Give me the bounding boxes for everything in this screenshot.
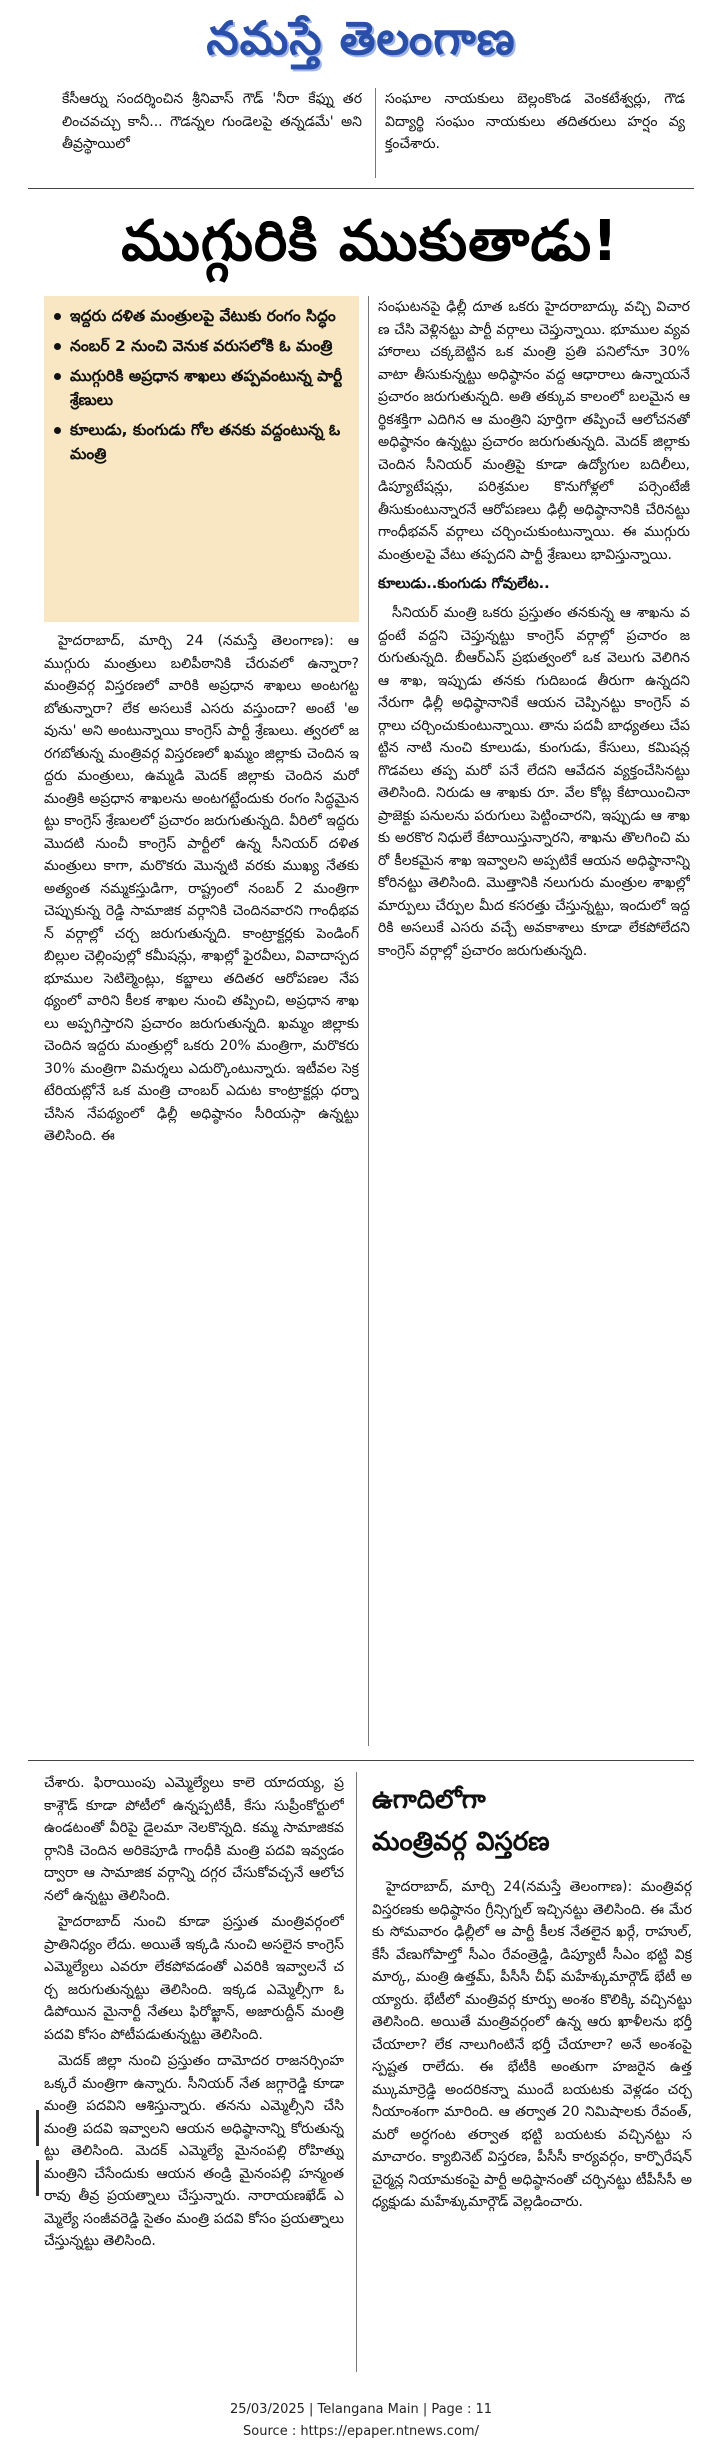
column-divider <box>375 88 376 178</box>
main-article-col1 <box>44 630 359 1745</box>
top-snippet-left-text: కేసీఆర్ను సందర్శించిన శ్రీనివాస్ గౌడ్ 'నీరా కేఫ్ను తరలించవచ్చు కానీ... గౌడన్నల గుండెలపై తన్నడమే' అని తీవ్రస్థాయిలో <box>62 91 362 152</box>
highlight-item: కూలుడు, కుంగుడు గోల తనకు వద్దంటున్న ఓ మంత్రి <box>54 418 349 466</box>
article-subhead: కూలుడు..కుంగుడు గోవులేట.. <box>378 576 550 592</box>
top-snippet-left <box>62 88 362 178</box>
highlight-item: నంబర్ 2 నుంచి వెనుక వరుసలోకి ఓ మంత్రి <box>54 334 349 358</box>
article-paragraph: మెదక్ జిల్లా నుంచి ప్రస్తుతం దామోదర రాజనర్సింహ ఒక్కరే మంత్రిగా ఉన్నారు. సీనియర్ నేత జగ్గారెడ్డి కూడా మంత్రి పదవిని ఆశిస్తున్నారు. తనను ఎమ్మెల్సీని చేసి మంత్రి పదవి ఇవ్వాలని ఆయన అధిష్ఠానాన్ని కోరుతున్నట్టు తెలిసింది. మెదక్ ఎమ్మెల్యే మైనంపల్లి రోహిత్ను మంత్రిని చేసేందుకు ఆయన తండ్రి మైనంపల్లి హన్మంతరావు తీవ్ర ప్రయత్నాలు చేస్తున్నారు. నారాయణఖేడ్ ఎమ్మెల్యే సంజీవరెడ్డి సైతం మంత్రి పదవి కోసం ప్రయత్నాలు చేస్తున్నట్టు తెలిసింది. <box>44 2053 344 2249</box>
column-divider <box>356 1772 357 2372</box>
bullet-icon <box>54 373 61 380</box>
headline: ముగ్గురికి ముకుతాడు! <box>121 209 619 274</box>
sidebar-title-line1: ఉగాదిలోగా <box>372 1785 486 1815</box>
top-snippet-right-text: సంఘాల నాయకులు బెల్లంకొండ వెంకటేశ్వర్లు, గౌడ విద్యార్థి సంఘం నాయకులు తదితరులు హర్షం వ్యక్తంచేశారు. <box>385 91 685 152</box>
article-paragraph: హైదరాబాద్, మార్చి 24(నమస్తే తెలంగాణ): మంత్రివర్గ విస్తరణకు అధిష్ఠానం గ్రీన్సిగ్నల్ ఇచ్చినట్టు తెలిసింది. ఈ మేరకు సోమవారం ఢిల్లీలో ఆ పార్టీ కీలక నేతలైన ఖర్గే, రాహుల్, కేసీ వేణుగోపాల్తో సీఎం రేవంత్రెడ్డి, డిప్యూటీ సీఎం భట్టి విక్రమార్క, మంత్రి ఉత్తమ్, పీసీసీ చీఫ్ మహేశ్కుమార్గౌడ్ భేటీ అయ్యారు. భేటీలో మంత్రివర్గ కూర్పు అంశం కొలిక్కి వచ్చినట్టు తెలిసింది. అయితే మంత్రివర్గంలో ఉన్న ఆరు ఖాళీలను భర్తీ చేయాలా? లేక నాలుగింటినే భర్తీ చేయాలా? అనే అంశంపై స్పష్టత రాలేదు. ఈ భేటీకి అంతుగా హజరైన ఉత్తమ్కుమార్రెడ్డి అందరికన్నా ముందే బయటకు వెళ్లడం చర్చనీయాంశంగా మారింది. ఆ తర్వాత 20 నిమిషాలకు రేవంత్, మరో అర్ధగంట తర్వాత భట్టి బయటకు వచ్చినట్టు సమాచారం. క్యాబినెట్ విస్తరణ, పీసీసీ కార్యవర్గం, కార్పొరేషన్ చైర్మన్ల నియామకంపై పార్టీ అధిష్ఠానంతో చర్చినట్టు టీపీసీసీ అధ్యక్షుడు మహేశ్కుమార్గౌడ్ వెల్లడించారు. <box>372 1879 692 2210</box>
highlight-item: ఇద్దరు దళిత మంత్రులపై వేటుకు రంగం సిద్ధం <box>54 304 349 328</box>
margin-mark <box>36 2110 39 2146</box>
sidebar-title-line2: మంత్రివర్గ విస్తరణ <box>372 1827 550 1857</box>
article-paragraph: హైదరాబాద్, మార్చి 24 (నమస్తే తెలంగాణ): ఆ ముగ్గురు మంత్రులు బలిపీఠానికి చేరువలో ఉన్నారా? మంత్రివర్గ విస్తరణలో వారికి అప్రధాన శాఖలు అంటగట్టబోతున్నారా? లేక అసలుకే ఎసరు వస్తుందా? అంటే 'అవును' అని అంటున్నాయి కాంగ్రెస్ పార్టీ శ్రేణులు. త్వరలో జరగబోతున్న మంత్రివర్గ విస్తరణలో ఖమ్మం జిల్లాకు చెందిన ఇద్దరు మంత్రులు, ఉమ్మడి మెదక్ జిల్లాకు చెందిన మరో మంత్రికి అప్రధాన శాఖలను అంటగట్టేందుకు రంగం సిద్ధమైనట్టు కాంగ్రెస్ శ్రేణులలో ప్రచారం జరుగుతున్నది. వీరిలో ఇద్దరు మొదటి నుంచీ కాంగ్రెస్ పార్టీలో ఉన్న సీనియర్ దళిత మంత్రులు కాగా, మరొకరు మొన్నటి వరకు ముఖ్య నేతకు అత్యంత నమ్మకస్తుడిగా, రాష్ట్రంలో నంబర్ 2 మంత్రిగా చెప్పుకున్న రెడ్డి సామాజిక వర్గానికి చెందినవారని గాంధీభవన్ వర్గాల్లో చర్చ జరుగుతున్నది. కాంట్రాక్టర్లకు పెండింగ్ బిల్లుల చెల్లింపుల్లో కమీషన్లు, శాఖల్లో ఫైరవీలు, వివాదాస్పద భూముల సెటిల్మెంట్లు, కబ్జాలు తదితర ఆరోపణల నేపథ్యంలో వారిని కీలక శాఖల నుంచి తప్పించి, అప్రధాన శాఖలు అప్పగిస్తారని ప్రచారం జరుగుతున్నది. ఖమ్మం జిల్లాకు చెందిన ఇద్దరు మంత్రుల్లో ఒకరు 20% మంత్రిగా, మరొకరు 30% మంత్రిగా విమర్శలు ఎదుర్కొంటున్నారు. ఇటీవల సెక్రటేరియట్లోనే ఒక మంత్రి చాంబర్ ఎదుట కాంట్రాక్టర్లు ధర్నా చేసిన నేపథ్యంలో ఢిల్లీ అధిష్ఠానం సీరియస్గా ఉన్నట్టు తెలిసింది. ఈ <box>44 633 359 1144</box>
article-paragraph: చేశారు. ఫిరాయింపు ఎమ్మెల్యేలు కాలె యాదయ్య, ప్రకాశ్గౌడ్ కూడా పోటీలో ఉన్నప్పటికీ, కేసు సుప్రీంకోర్టులో ఉండటంతో వీరిపై డైలమా నెలకొన్నది. కమ్మ సామాజికవర్గానికి చెందిన అరికెపూడి గాంధీకి మంత్రి పదవి ఇవ్వడం ద్వారా ఆ సామాజిక వర్గాన్ని దగ్గర చేసుకోవచ్చనే ఆలోచనలో ఉన్నట్టు తెలిసింది. <box>44 1775 344 1904</box>
highlights-box <box>44 296 359 622</box>
masthead: నమస్తే తెలంగాణ <box>206 11 516 65</box>
section-divider <box>28 188 694 189</box>
column-divider <box>368 296 369 1746</box>
bullet-icon <box>54 343 61 350</box>
footer-source: Source : https://epaper.ntnews.com/ <box>243 2424 479 2439</box>
article-paragraph: సీనియర్ మంత్రి ఒకరు ప్రస్తుతం తనకున్న ఆ శాఖను వద్దంటే వద్దని చెప్తున్నట్టు కాంగ్రెస్ వర్గాల్లో ప్రచారం జరుగుతున్నది. బీఆర్ఎస్ ప్రభుత్వంలో ఒక వెలుగు వెలిగిన ఆ శాఖ, ఇప్పుడు తనకు గుదిబండ తీరుగా ఉన్నదని నేరుగా ఢిల్లీ అధిష్ఠానానికే ఆయన చెప్పినట్టు కాంగ్రెస్ వర్గాలు చర్చించుకుంటున్నాయి. తాను పదవీ బాధ్యతలు చేపట్టిన నాటి నుంచి కూలుడు, కుంగుడు, కేసులు, కమిషన్ల గొడవలు తప్ప మరో పనే లేదని ఆవేదన వ్యక్తంచేసినట్టు తెలిసింది. నిరుడు ఆ శాఖకు రూ. వేల కోట్ల కేటాయించినా ప్రాజెక్టు పనులను పరుగులు పెట్టించారని, ఇప్పుడు ఆ శాఖకు అరకొర నిధులే కేటాయిస్తున్నారని, శాఖను తొలగించి మరో కీలకమైన శాఖ ఇవ్వాలని అప్పటికే ఆయన అధిష్ఠానాన్ని కోరినట్టు తెలిసింది. మొత్తానికి నలుగురు మంత్రుల శాఖల్లో మార్పులు చేర్పుల మీద కసరత్తు చేస్తున్నట్టు, ఇందులో ఇద్దరికి అసలుకే ఎసరు వచ్చే అవకాశాలు కూడా లేకపోలేదని కాంగ్రెస్ వర్గాల్లో ప్రచారం జరుగుతున్నది. <box>378 605 690 959</box>
footer-date-page: 25/03/2025 | Telangana Main | Page : 11 <box>229 2402 492 2417</box>
margin-mark <box>36 2160 39 2196</box>
section-divider <box>28 1760 694 1761</box>
article-paragraph: సంఘటనపై ఢిల్లీ దూత ఒకరు హైదరాబాద్కు వచ్చి విచారణ చేసి వెళ్లినట్టు పార్టీ వర్గాలు చెప్తున్నాయి. భూముల వ్యవహారాలు చక్కబెట్టిన ఒక మంత్రి ప్రతి పనిలోనూ 30% వాటా తీసుకున్నట్టు అధిష్ఠానం వద్ద ఆధారాలు ఉన్నాయనే ప్రచారం జరుగుతున్నది. అతి తక్కువ కాలంలో బలమైన ఆర్థికశక్తిగా ఎదిగిన ఆ మంత్రిని పూర్తిగా తప్పించే ఆలోచనతో అధిష్ఠానం ఉన్నట్టు ప్రచారం జరుగుతున్నది. మెదక్ జిల్లాకు చెందిన సీనియర్ మంత్రిపై కూడా ఉద్యోగుల బదిలీలు, డిప్యూటేషన్లు, పరిశ్రమల కొనుగోళ్లలో పర్సెంటేజీ తీసుకుంటున్నారనే ఆరోపణలు ఢిల్లీ అధిష్ఠానానికి చేరినట్టు గాంధీభవన్ వర్గాలు చర్చించుకుంటున్నాయి. ఈ ముగ్గురు మంత్రులపై వేటు తప్పదని పార్టీ శ్రేణులు భావిస్తున్నాయి. <box>378 299 690 563</box>
main-article-col2 <box>378 296 690 1746</box>
bullet-icon <box>54 313 61 320</box>
article-paragraph: హైదరాబాద్ నుంచి కూడా ప్రస్తుత మంత్రివర్గంలో ప్రాతినిధ్యం లేదు. అయితే ఇక్కడి నుంచి అసలైన కాంగ్రెస్ ఎమ్మెల్యేలు ఎవరూ లేకపోవడంతో ఎవరికి ఇవ్వాలనే చర్చ జరుగుతున్నట్టు తెలిసింది. ఇక్కడ ఎమ్మెల్సీగా ఓడిపోయిన మైనార్టీ నేతలు ఫిరోజ్ఖాన్, అజారుద్దీన్ మంత్రి పదవి కోసం పోటీపడుతున్నట్టు తెలిసింది. <box>44 1914 344 2043</box>
bullet-icon <box>54 427 61 434</box>
continuation-column <box>44 1772 344 2372</box>
highlight-item: ముగ్గురికి అప్రధాన శాఖలు తప్పవంటున్న పార్టీ శ్రేణులు <box>54 364 349 412</box>
top-snippet-right <box>385 88 685 178</box>
sidebar-body <box>372 1876 692 2374</box>
